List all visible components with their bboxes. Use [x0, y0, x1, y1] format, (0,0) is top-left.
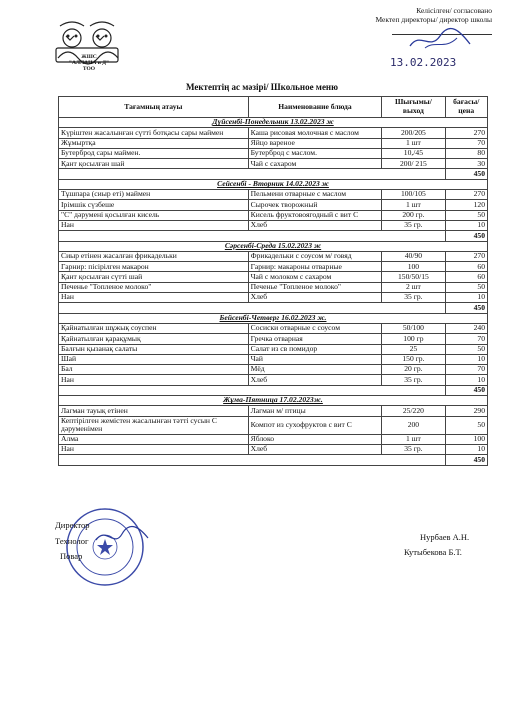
day-heading-row [59, 118, 488, 128]
menu-item-row [59, 159, 488, 169]
menu-item-row [59, 434, 488, 444]
menu-item-row [59, 375, 488, 385]
dish-price: 70 [445, 138, 488, 148]
dish-price: 10 [445, 354, 488, 364]
dish-price: 290 [445, 406, 488, 416]
dish-name-kz: Лагман тауық етінен [59, 406, 249, 416]
menu-item-row [59, 272, 488, 282]
menu-item-row [59, 365, 488, 375]
dish-name-kz: Бал [59, 365, 249, 375]
total-spacer [59, 303, 446, 313]
dish-name-ru: Яйцо вареное [248, 138, 382, 148]
menu-item-row [59, 445, 488, 455]
dish-name-ru: Сырочек творожный [248, 200, 382, 210]
logo-caption: ЖШС "АЛЛАНА и Д" ТОО [68, 54, 110, 72]
dish-price: 120 [445, 200, 488, 210]
dish-output: 200/ 215 [382, 159, 445, 169]
dish-name-ru: Гарнир: макароны отварные [248, 262, 382, 272]
day-total: 450 [445, 231, 488, 241]
day-total: 450 [445, 303, 488, 313]
day-total-row [59, 385, 488, 395]
day-total: 450 [445, 385, 488, 395]
dish-name-kz: Ірімшік сүзбеше [59, 200, 249, 210]
menu-item-row [59, 354, 488, 364]
menu-item-row [59, 200, 488, 210]
dish-output: 25/220 [382, 406, 445, 416]
dish-name-kz: Кептірілген жемістен жасалынған тәтті сусын С дәруменімен [59, 416, 249, 434]
menu-item-row [59, 190, 488, 200]
menu-item-row [59, 210, 488, 220]
menu-table [58, 96, 488, 466]
dish-name-kz: Бутерброд сары маймен. [59, 148, 249, 158]
dish-name-ru: Чай с сахаром [248, 159, 382, 169]
day-total-row [59, 455, 488, 465]
menu-item-row [59, 293, 488, 303]
day-heading: Бейсенбі-Четверг 16.02.2023 ж. [59, 313, 488, 323]
dish-price: 10 [445, 220, 488, 230]
total-spacer [59, 231, 446, 241]
menu-item-row [59, 251, 488, 261]
cook-name: Кутыбекова Б.Т. [404, 547, 462, 557]
dish-name-ru: Яблоко [248, 434, 382, 444]
dish-name-kz: Қайнатылған шұжық соуспен [59, 323, 249, 333]
day-total: 450 [445, 455, 488, 465]
dish-name-ru: Компот из сухофруктов с вит С [248, 416, 382, 434]
dish-output: 25 [382, 344, 445, 354]
day-heading: Дүйсенбі-Понедельник 13.02.2023 ж [59, 118, 488, 128]
dish-name-kz: Қант қосылған шай [59, 159, 249, 169]
dish-name-ru: Бутерброд с маслом. [248, 148, 382, 158]
dish-name-ru: Сосиски отварные с соусом [248, 323, 382, 333]
dish-name-ru: Гречка отварная [248, 334, 382, 344]
dish-name-kz: Қант қосылған сүтті шай [59, 272, 249, 282]
dish-name-ru: Чай с молоком с сахаром [248, 272, 382, 282]
dish-price: 10 [445, 445, 488, 455]
dish-price: 80 [445, 148, 488, 158]
menu-item-row [59, 282, 488, 292]
dish-price: 50 [445, 344, 488, 354]
dish-output: 100 гр [382, 334, 445, 344]
dish-price: 30 [445, 159, 488, 169]
dish-name-kz: Тұшпара (сиыр еті) маймен [59, 190, 249, 200]
dish-output: 50/100 [382, 323, 445, 333]
menu-item-row [59, 262, 488, 272]
total-spacer [59, 455, 446, 465]
dish-name-kz: Сиыр етінен жасалған фрикадельки [59, 251, 249, 261]
dish-output: 35 гр. [382, 220, 445, 230]
dish-name-ru: Чай [248, 354, 382, 364]
approval-date: 13.02.2023 [390, 56, 457, 69]
dish-output: 40/90 [382, 251, 445, 261]
table-header-row [59, 97, 488, 118]
dish-price: 70 [445, 334, 488, 344]
menu-item-row [59, 416, 488, 434]
dish-price: 270 [445, 251, 488, 261]
dish-name-ru: Хлеб [248, 445, 382, 455]
day-total-row [59, 231, 488, 241]
dish-name-kz: Нан [59, 445, 249, 455]
dish-name-ru: Салат из св помидор [248, 344, 382, 354]
dish-name-kz: Гарнир: пісірілген макарон [59, 262, 249, 272]
day-heading: Сәрсенбі-Среда 15.02.2023 ж [59, 241, 488, 251]
approval-director: Мектеп директоры/ директор школы [375, 15, 492, 24]
day-heading: Сейсенбі - Вторник 14.02.2023 ж [59, 179, 488, 189]
dish-output: 150 гр. [382, 354, 445, 364]
dish-name-kz: "С" дәрумені қосылған кисель [59, 210, 249, 220]
header-output: Шығымы/ выход [382, 97, 445, 118]
menu-item-row [59, 138, 488, 148]
dish-name-kz: Қайнатылған қарақұмық [59, 334, 249, 344]
header-price: бағасы/ цена [445, 97, 488, 118]
dish-output: 35 гр. [382, 445, 445, 455]
day-heading-row [59, 241, 488, 251]
dish-price: 10 [445, 293, 488, 303]
menu-item-row [59, 406, 488, 416]
dish-name-kz: Күріштен жасалынған сүтті ботқасы сары маймен [59, 128, 249, 138]
dish-name-kz: Нан [59, 293, 249, 303]
dish-price: 60 [445, 262, 488, 272]
dish-name-kz: Нан [59, 375, 249, 385]
menu-item-row [59, 344, 488, 354]
dish-price: 60 [445, 272, 488, 282]
dish-price: 10 [445, 375, 488, 385]
dish-price: 50 [445, 282, 488, 292]
dish-output: 1 шт [382, 200, 445, 210]
day-heading-row [59, 313, 488, 323]
cook-label: Повар [60, 551, 83, 561]
dish-output: 200 гр. [382, 210, 445, 220]
dish-price: 50 [445, 210, 488, 220]
dish-name-kz: Печенье "Топленое молоко" [59, 282, 249, 292]
dish-name-ru: Хлеб [248, 220, 382, 230]
dish-output: 150/50/15 [382, 272, 445, 282]
dish-output: 2 шт [382, 282, 445, 292]
dish-output: 10,/45 [382, 148, 445, 158]
dish-output: 20 гр. [382, 365, 445, 375]
dish-output: 35 гр. [382, 293, 445, 303]
dish-price: 70 [445, 365, 488, 375]
technologist-label: Технолог [55, 536, 89, 546]
dish-price: 100 [445, 434, 488, 444]
dish-name-kz: Жұмыртқа [59, 138, 249, 148]
menu-item-row [59, 128, 488, 138]
dish-name-ru: Мёд [248, 365, 382, 375]
day-heading-row [59, 179, 488, 189]
dish-name-ru: Кисель фруктовоягодный с вит С [248, 210, 382, 220]
dish-output: 100 [382, 262, 445, 272]
dish-output: 200/205 [382, 128, 445, 138]
dish-price: 50 [445, 416, 488, 434]
dish-name-ru: Лагман м/ птицы [248, 406, 382, 416]
menu-item-row [59, 334, 488, 344]
technologist-name: Нурбаев А.Н. [420, 532, 470, 542]
dish-name-ru: Фрикадельки с соусом м/ говяд [248, 251, 382, 261]
dish-name-ru: Хлеб [248, 375, 382, 385]
dish-price: 270 [445, 128, 488, 138]
dish-name-kz: Нан [59, 220, 249, 230]
dish-name-kz: Шай [59, 354, 249, 364]
dish-name-kz: Алма [59, 434, 249, 444]
technologist-signature [92, 522, 152, 550]
dish-output: 1 шт [382, 434, 445, 444]
day-heading: Жұма-Пятница 17.02.2023ж. [59, 396, 488, 406]
total-spacer [59, 169, 446, 179]
approval-agreed: Келісілген/ согласовано [416, 6, 492, 15]
dish-name-ru: Пельмени отварные с маслом [248, 190, 382, 200]
dish-output: 100/105 [382, 190, 445, 200]
header-kz: Тағамның атауы [59, 97, 249, 118]
total-spacer [59, 385, 446, 395]
menu-item-row [59, 220, 488, 230]
dish-name-ru: Хлеб [248, 293, 382, 303]
dish-output: 1 шт [382, 138, 445, 148]
day-total: 450 [445, 169, 488, 179]
dish-name-ru: Печенье "Топленое молоко" [248, 282, 382, 292]
day-total-row [59, 303, 488, 313]
dish-name-ru: Каша рисовая молочная с маслом [248, 128, 382, 138]
dish-name-kz: Балғын қызанақ салаты [59, 344, 249, 354]
dish-output: 35 гр. [382, 375, 445, 385]
day-total-row [59, 169, 488, 179]
header-ru: Наименование блюда [248, 97, 382, 118]
menu-item-row [59, 323, 488, 333]
menu-item-row [59, 148, 488, 158]
day-heading-row [59, 396, 488, 406]
dish-price: 240 [445, 323, 488, 333]
dish-output: 200 [382, 416, 445, 434]
page-title: Мектептің ас мәзірі/ Школьное меню [185, 82, 338, 92]
dish-price: 270 [445, 190, 488, 200]
director-signature [405, 26, 475, 54]
director-label: Директор [55, 520, 90, 530]
